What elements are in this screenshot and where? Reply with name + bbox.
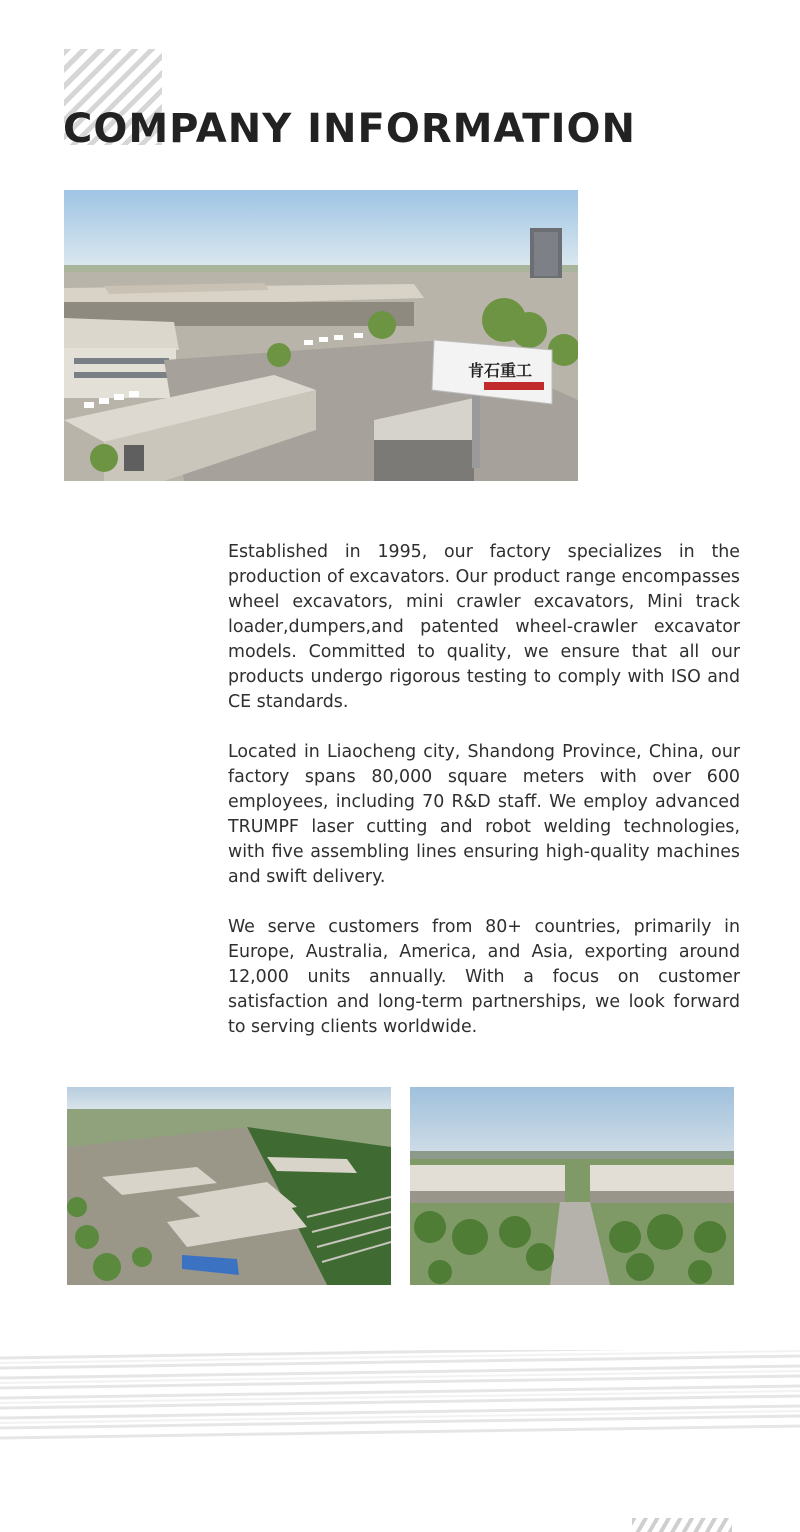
- factory-aerial-photo: [64, 190, 578, 481]
- factory-front-aerial-photo: [410, 1087, 734, 1285]
- billboard-sign: 肯石重工: [468, 361, 533, 380]
- paragraph-location: Located in Liaocheng city, Shandong Province, China, our factory spans 80,000 square meters with over 600 employees, including 70 R&D staff. We employ advanced TRUMPF laser cutting and robot welding technologies, with five assembling lines ensuring high-quality machines and swift delivery.: [228, 742, 740, 887]
- page-title: COMPANY INFORMATION: [63, 106, 636, 152]
- hatched-corner-decoration: [632, 1518, 732, 1532]
- paragraph-customers: We serve customers from 80+ countries, primarily in Europe, Australia, America, and Asia, exporting around 12,000 units annually. With a focus on customer satisfaction and long-term partnerships, we look forward to serving clients worldwide.: [228, 917, 740, 1037]
- stripe-decoration: [0, 1350, 800, 1440]
- paragraph-history: Established in 1995, our factory specializes in the production of excavators. Our product range encompasses wheel excavators, mini crawler excavators, Mini track loader,dumpers,and patented wheel-crawler excavator models. Committed to quality, we ensure that all our products undergo rigorous testing to comply with ISO and CE standards.: [228, 542, 740, 712]
- company-description: [228, 540, 740, 1065]
- industrial-park-aerial-photo: [67, 1087, 391, 1285]
